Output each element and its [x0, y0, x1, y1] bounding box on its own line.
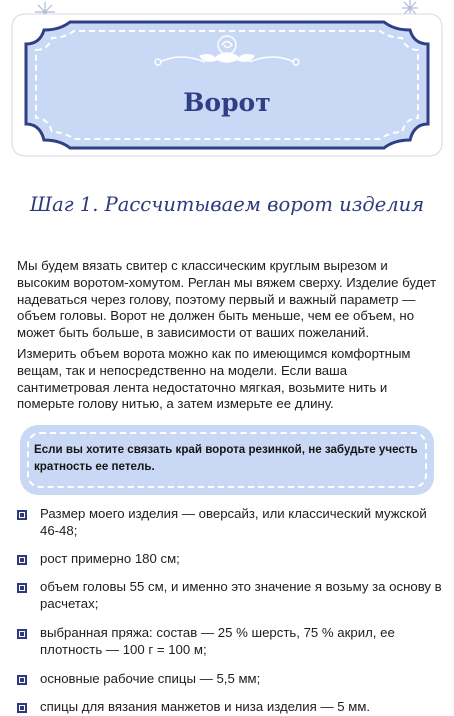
list-item: спицы для вязания манжетов и низа изделия — 5 мм. — [15, 699, 443, 716]
list-item: объем головы 55 см, и именно это значение я возьму за основу в расчетах; — [15, 579, 443, 613]
list-item: основные рабочие спицы — 5,5 мм; — [15, 671, 443, 688]
list-item: выбранная пряжа: состав — 25 % шерсть, 75 % акрил, ее плотность — 100 г = 100 м; — [15, 625, 443, 659]
square-bullet-icon — [17, 510, 27, 520]
parameters-list — [15, 506, 443, 716]
list-item: рост примерно 180 см; — [15, 551, 443, 568]
tip-callout — [20, 425, 434, 495]
tip-text: Если вы хотите связать край ворота резинкой, не забудьте учесть кратность ее петель. — [34, 443, 418, 473]
measure-paragraph: Измерить объем ворота можно как по имеющимся комфортным вещам, так и непосредственно на модели. Если ваша сантиметровая лента недостаточно мягкая, возьмите нить и померьте голову нитью, а затем измерьте ее длину. — [17, 346, 411, 412]
square-bullet-icon — [17, 629, 27, 639]
square-bullet-icon — [17, 555, 27, 565]
square-bullet-icon — [17, 583, 27, 593]
title-banner — [0, 0, 454, 180]
step-heading: Шаг 1. Рассчитываем ворот изделия — [29, 193, 425, 216]
page-title: Ворот — [183, 88, 271, 117]
intro-paragraph: Мы будем вязать свитер с классическим круглым вырезом и высоким воротом-хомутом. Реглан мы вяжем сверху. Изделие будет надеваться через голову, поэтому первый и важный параметр — объем головы. Ворот не должен быть меньше, чем ее объем, но может быть больше, в зависимости от ваших пожеланий. — [17, 258, 437, 341]
square-bullet-icon — [17, 703, 27, 713]
square-bullet-icon — [17, 675, 27, 685]
list-item: Размер моего изделия — оверсайз, или классический мужской 46-48; — [15, 506, 443, 540]
